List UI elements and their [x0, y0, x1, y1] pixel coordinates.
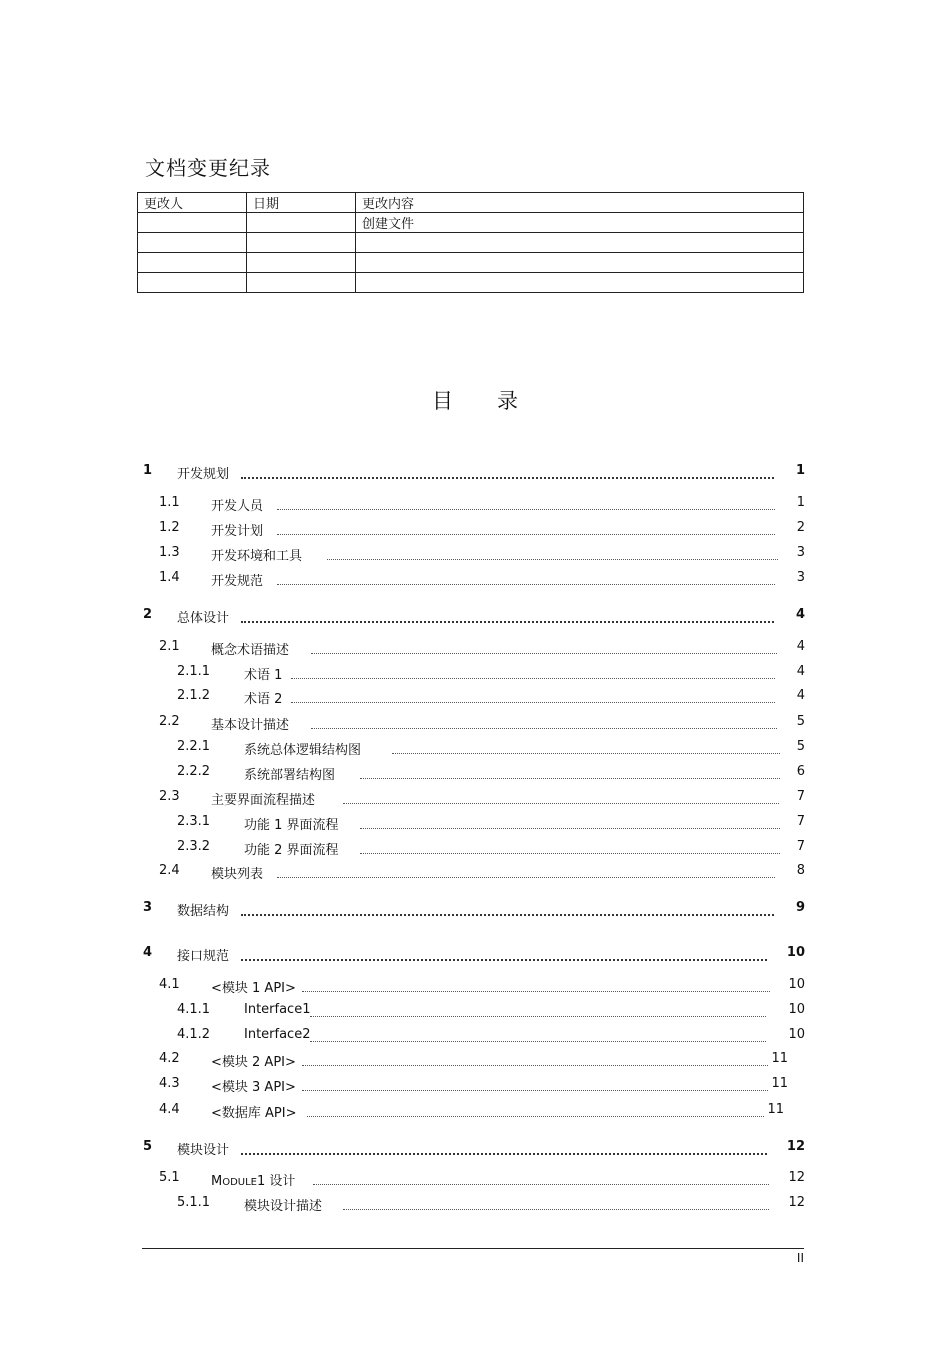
toc-entry[interactable] — [0, 900, 950, 920]
toc-entry-number: 4.1.2 — [177, 1027, 211, 1042]
toc-dot-leader — [241, 1139, 767, 1155]
toc-entry-text: 数据结构 — [177, 904, 230, 919]
toc-entry-page: 7 — [796, 789, 805, 804]
table-cell — [247, 213, 356, 233]
toc-dot-leader — [277, 570, 775, 585]
toc-dot-leader — [343, 789, 779, 804]
toc-dot-leader — [277, 863, 775, 878]
toc-entry-page: 1 — [795, 463, 805, 478]
toc-entry-page: 9 — [795, 900, 805, 915]
toc-entry[interactable] — [0, 688, 950, 708]
toc-entry-page: 12 — [788, 1170, 805, 1185]
toc-entry-text — [211, 1170, 295, 1189]
table-cell — [138, 233, 247, 253]
table-cell — [356, 233, 804, 253]
toc-entry[interactable] — [0, 739, 950, 759]
toc-entry-page: 5 — [796, 739, 805, 754]
toc-entry-page: 7 — [796, 814, 805, 829]
toc-entry-page: 10 — [786, 945, 805, 960]
toc-entry-number: 2.2.2 — [177, 764, 211, 779]
table-cell — [247, 233, 356, 253]
toc-dot-leader — [241, 463, 774, 479]
toc-entry-text: <模块 3 API> — [211, 1080, 296, 1095]
toc-entry-text: 基本设计描述 — [211, 718, 290, 733]
toc-entry-page: 5 — [796, 714, 805, 729]
toc-entry-text: 功能 1 界面流程 — [244, 818, 339, 833]
toc-dot-leader — [241, 900, 774, 916]
toc-entry-text-smallcaps: ODULE — [222, 1177, 257, 1188]
toc-entry-number: 4 — [143, 945, 153, 960]
toc-dot-leader — [307, 1102, 764, 1117]
toc-entry-text: 模块设计描述 — [244, 1199, 323, 1214]
toc-entry-number: 2.2 — [159, 714, 180, 729]
toc-entry-page: 4 — [795, 607, 805, 622]
toc-entry[interactable] — [0, 977, 950, 997]
toc-entry[interactable] — [0, 1027, 950, 1047]
toc-entry-number: 2.4 — [159, 863, 180, 878]
toc-entry[interactable] — [0, 463, 950, 483]
toc-entry-text: 术语 2 — [244, 692, 283, 707]
toc-entry[interactable] — [0, 607, 950, 627]
toc-entry[interactable] — [0, 570, 950, 590]
toc-entry-text: 主要界面流程描述 — [211, 793, 316, 808]
toc-dot-leader — [327, 545, 778, 560]
toc-entry-page: 1 — [796, 495, 805, 510]
toc-entry-number: 2.1.1 — [177, 664, 211, 679]
table-cell — [247, 253, 356, 273]
table-cell — [138, 273, 247, 293]
toc-entry-number: 4.4 — [159, 1102, 180, 1117]
toc-entry[interactable] — [0, 664, 950, 684]
toc-title — [0, 385, 950, 415]
toc-entry-page: 3 — [796, 570, 805, 585]
toc-entry-text: 功能 2 界面流程 — [244, 843, 339, 858]
toc-entry-page: 10 — [788, 1027, 805, 1042]
toc-entry-number: 2.3.2 — [177, 839, 211, 854]
toc-entry-text: 概念术语描述 — [211, 643, 290, 658]
table-cell: 创建文件 — [356, 213, 804, 233]
toc-entry[interactable] — [0, 1170, 950, 1190]
header-cell-changer: 更改人 — [138, 193, 247, 213]
table-cell — [138, 213, 247, 233]
toc-entry[interactable] — [0, 1076, 950, 1096]
toc-entry-page: 12 — [788, 1195, 805, 1210]
toc-entry-page: 3 — [796, 545, 805, 560]
toc-entry-text-prefix: M — [211, 1174, 223, 1189]
toc-dot-leader — [291, 664, 775, 679]
toc-entry-text: 术语 1 — [244, 668, 283, 683]
toc-entry[interactable] — [0, 863, 950, 883]
toc-entry[interactable] — [0, 814, 950, 834]
toc-entry[interactable] — [0, 1195, 950, 1215]
toc-entry-page: 2 — [796, 520, 805, 535]
toc-entry[interactable] — [0, 1002, 950, 1022]
toc-entry-text: <模块 2 API> — [211, 1055, 296, 1070]
toc-dot-leader — [343, 1195, 769, 1210]
toc-entry-page: 4 — [796, 688, 805, 703]
toc-entry[interactable] — [0, 1102, 950, 1122]
toc-entry-page: 4 — [796, 639, 805, 654]
toc-dot-leader — [360, 839, 780, 854]
toc-entry-number: 4.1 — [159, 977, 180, 992]
toc-entry-page: 4 — [796, 664, 805, 679]
toc-dot-leader — [310, 1027, 766, 1042]
toc-title-left: 目 — [432, 389, 453, 413]
toc-dot-leader — [313, 1170, 769, 1185]
toc-entry-number: 4.1.1 — [177, 1002, 211, 1017]
table-header-row — [138, 193, 804, 213]
change-log-table — [137, 192, 804, 293]
toc-entry-text: 开发环境和工具 — [211, 549, 303, 564]
toc-entry-number: 3 — [143, 900, 153, 915]
toc-entry-text: Interface1 — [244, 1002, 311, 1017]
toc-entry-text: 模块设计 — [177, 1143, 230, 1158]
toc-dot-leader — [302, 1076, 768, 1091]
toc-entry-page: 11 — [771, 1051, 788, 1066]
toc-entry-text: 开发规划 — [177, 467, 230, 482]
toc-entry-number: 1.3 — [159, 545, 180, 560]
toc-entry-number: 2.3.1 — [177, 814, 211, 829]
toc-entry-text-suffix: 1 设计 — [257, 1174, 296, 1189]
toc-dot-leader — [360, 764, 780, 779]
table-row — [138, 233, 804, 253]
toc-entry-number: 1.1 — [159, 495, 180, 510]
toc-dot-leader — [277, 520, 775, 535]
toc-entry[interactable] — [0, 495, 950, 515]
toc-dot-leader — [302, 1051, 768, 1066]
toc-dot-leader — [241, 607, 774, 623]
toc-entry-text: 系统总体逻辑结构图 — [244, 743, 362, 758]
toc-entry-number: 2.1 — [159, 639, 180, 654]
toc-entry-text: 开发计划 — [211, 524, 264, 539]
toc-entry-number: 5 — [143, 1139, 153, 1154]
toc-dot-leader — [277, 495, 775, 510]
toc-entry-text: 开发规范 — [211, 574, 264, 589]
toc-dot-leader — [360, 814, 780, 829]
toc-entry-page: 6 — [796, 764, 805, 779]
header-cell-date: 日期 — [247, 193, 356, 213]
toc-entry[interactable] — [0, 839, 950, 859]
toc-entry-text: 总体设计 — [177, 611, 230, 626]
toc-entry-text: 模块列表 — [211, 867, 264, 882]
toc-entry-text: 开发人员 — [211, 499, 264, 514]
toc-dot-leader — [392, 739, 780, 754]
table-cell — [247, 273, 356, 293]
toc-entry-number: 2.1.2 — [177, 688, 211, 703]
toc-entry-number: 1 — [143, 463, 153, 478]
toc-entry-number: 2 — [143, 607, 153, 622]
toc-entry-page: 7 — [796, 839, 805, 854]
toc-dot-leader — [302, 977, 770, 992]
toc-entry-page: 11 — [771, 1076, 788, 1091]
toc-dot-leader — [241, 945, 767, 961]
toc-entry-number: 5.1 — [159, 1170, 180, 1185]
toc-entry[interactable] — [0, 764, 950, 784]
table-row — [138, 213, 804, 233]
toc-entry-text: Interface2 — [244, 1027, 311, 1042]
change-log-title: 文档变更纪录 — [145, 156, 271, 180]
toc-dot-leader — [311, 639, 777, 654]
toc-entry[interactable] — [0, 714, 950, 734]
toc-entry-text: <数据库 API> — [211, 1106, 297, 1121]
toc-entry-page: 11 — [767, 1102, 784, 1117]
toc-entry[interactable] — [0, 1051, 950, 1071]
header-cell-content: 更改内容 — [356, 193, 804, 213]
table-row — [138, 253, 804, 273]
toc-entry[interactable] — [0, 639, 950, 659]
toc-title-right: 录 — [497, 389, 518, 413]
footer-rule — [142, 1248, 804, 1249]
toc-entry-text: 接口规范 — [177, 949, 230, 964]
toc-entry-page: 12 — [786, 1139, 805, 1154]
toc-entry-text: 系统部署结构图 — [244, 768, 336, 783]
toc-entry-number: 4.3 — [159, 1076, 180, 1091]
table-cell — [356, 273, 804, 293]
toc-entry[interactable] — [0, 520, 950, 540]
toc-entry[interactable] — [0, 789, 950, 809]
toc-entry-page: 10 — [788, 977, 805, 992]
toc-dot-leader — [311, 714, 777, 729]
toc-entry-page: 10 — [788, 1002, 805, 1017]
toc-dot-leader — [291, 688, 775, 703]
toc-entry-number: 2.3 — [159, 789, 180, 804]
toc-entry-number: 5.1.1 — [177, 1195, 211, 1210]
toc-entry[interactable] — [0, 1139, 950, 1159]
toc-entry[interactable] — [0, 945, 950, 965]
toc-entry-number: 1.4 — [159, 570, 180, 585]
table-row — [138, 273, 804, 293]
toc-entry-page: 8 — [796, 863, 805, 878]
table-cell — [356, 253, 804, 273]
toc-dot-leader — [310, 1002, 766, 1017]
toc-entry[interactable] — [0, 545, 950, 565]
footer-page-number: II — [796, 1251, 804, 1265]
toc-entry-text: <模块 1 API> — [211, 981, 296, 996]
table-cell — [138, 253, 247, 273]
toc-entry-number: 2.2.1 — [177, 739, 211, 754]
toc-entry-number: 4.2 — [159, 1051, 180, 1066]
toc-entry-number: 1.2 — [159, 520, 180, 535]
